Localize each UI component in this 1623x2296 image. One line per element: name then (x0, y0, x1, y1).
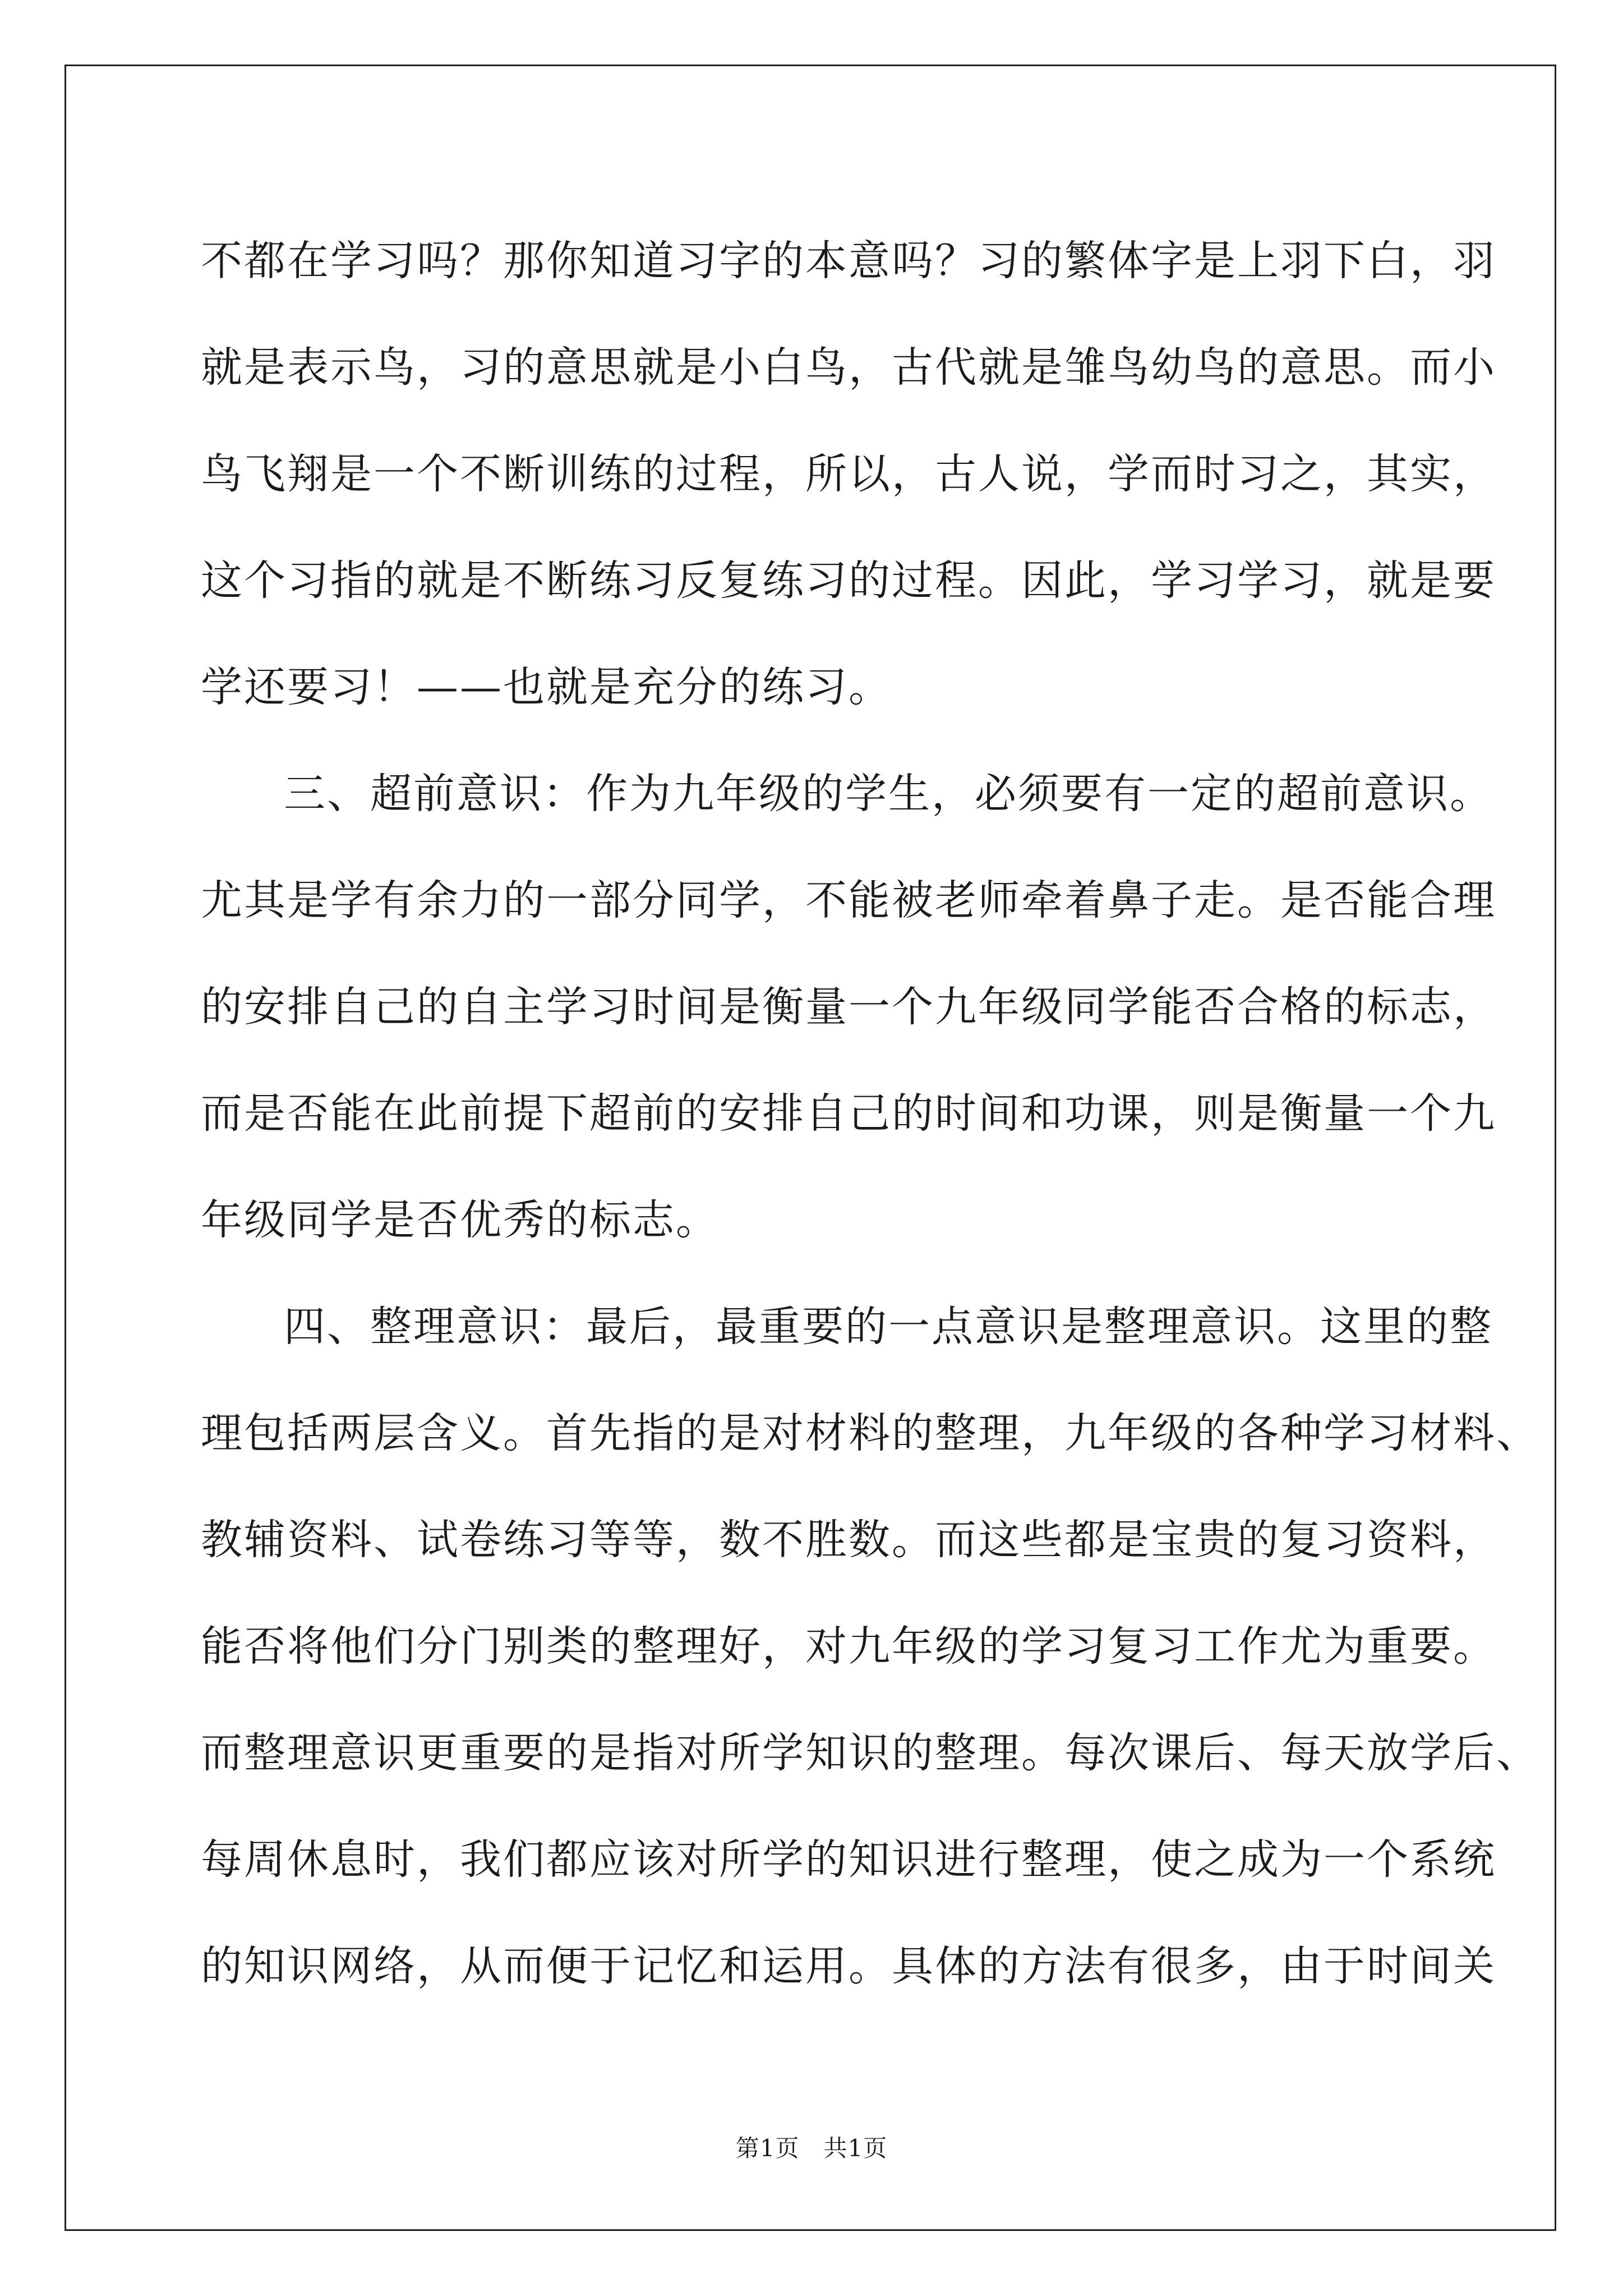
paragraph-start-line: 三、超前意识：作为九年级的学生，必须要有一定的超前意识。 (284, 770, 1493, 818)
text-line: 的安排自己的自主学习时间是衡量一个九年级同学能否合格的标志， (201, 983, 1496, 1031)
text-line: 每周休息时，我们都应该对所学的知识进行整理，使之成为一个系统 (201, 1835, 1496, 1884)
text-line: 教辅资料、试卷练习等等，数不胜数。而这些都是宝贵的复习资料， (201, 1516, 1496, 1564)
text-line: 而整理意识更重要的是指对所学知识的整理。每次课后、每天放学后、 (201, 1729, 1539, 1777)
text-line: 理包括两层含义。首先指的是对材料的整理，九年级的各种学习材料、 (201, 1409, 1539, 1457)
text-line: 的知识网络，从而便于记忆和运用。具体的方法有很多，由于时间关 (201, 1942, 1496, 1990)
text-line: 能否将他们分门别类的整理好，对九年级的学习复习工作尤为重要。 (201, 1622, 1496, 1671)
text-line: 尤其是学有余力的一部分同学，不能被老师牵着鼻子走。是否能合理 (201, 876, 1496, 924)
document-body (201, 208, 1539, 2019)
paragraph-start-line: 四、整理意识：最后，最重要的一点意识是整理意识。这里的整 (284, 1303, 1493, 1351)
text-line: 就是表示鸟，习的意思就是小白鸟，古代就是雏鸟幼鸟的意思。而小 (201, 343, 1496, 392)
text-line: 学还要习！——也就是充分的练习。 (201, 663, 892, 711)
text-line: 不都在学习吗？那你知道习字的本意吗？习的繁体字是上羽下白，羽 (201, 237, 1496, 285)
page-footer: 第1页 共1页 (735, 2134, 888, 2162)
text-line: 而是否能在此前提下超前的安排自己的时间和功课，则是衡量一个九 (201, 1089, 1496, 1138)
text-line: 年级同学是否优秀的标志。 (201, 1196, 719, 1244)
text-line: 鸟飞翔是一个不断训练的过程，所以，古人说，学而时习之，其实， (201, 450, 1496, 498)
text-line: 这个习指的就是不断练习反复练习的过程。因此，学习学习，就是要 (201, 556, 1496, 605)
